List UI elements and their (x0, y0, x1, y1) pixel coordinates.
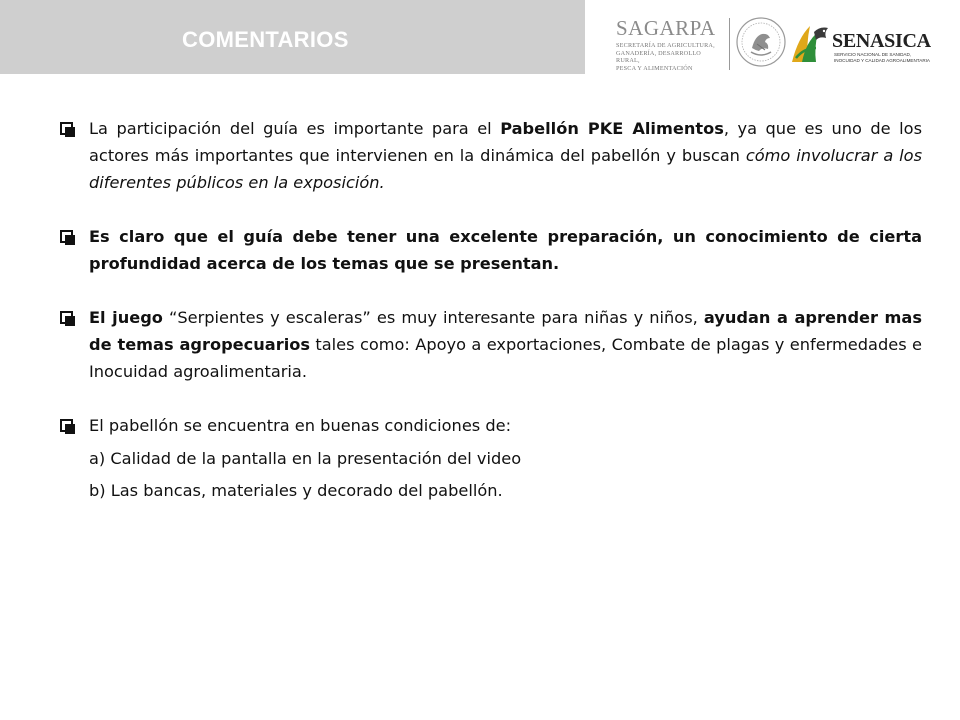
condition-item: a) Calidad de la pantalla en la presentación del video (89, 449, 522, 468)
sagarpa-logo (616, 16, 726, 72)
title-band (0, 0, 585, 74)
comment-text (89, 308, 922, 381)
comment-text (89, 119, 922, 192)
senasica-subtitle-line: INOCUIDAD Y CALIDAD AGROALIMENTARIA (834, 58, 930, 63)
comment-item (60, 223, 922, 277)
checkbox-bullet-icon (60, 122, 73, 135)
sagarpa-name: SAGARPA (616, 16, 716, 40)
text-segment-bold: Pabellón PKE Alimentos (500, 119, 724, 138)
comment-item (60, 115, 922, 196)
condition-item: b) Las bancas, materiales y decorado del pabellón. (89, 481, 503, 500)
page-title: COMENTARIOS (182, 27, 349, 52)
comment-text (89, 416, 511, 435)
mexico-coat-of-arms-icon (735, 14, 787, 70)
comment-item (60, 412, 922, 439)
text-segment-bold: El juego (89, 308, 163, 327)
sagarpa-subtitle-line: SECRETARÍA DE AGRICULTURA, (616, 42, 715, 49)
senasica-emblem-icon (788, 18, 836, 68)
checkbox-bullet-icon (60, 311, 73, 324)
checkbox-bullet-icon (60, 230, 73, 243)
logo-divider (729, 18, 730, 70)
text-segment: El pabellón se encuentra en buenas condiciones de: (89, 416, 512, 435)
text-segment: tales como: Apoyo a exportaciones, Combate de plagas y enfermedades e Inocuidad agroalimentaria. (89, 335, 922, 381)
text-segment: “Serpientes y escaleras” es muy interesante para niñas y niños, (162, 308, 704, 327)
checkbox-bullet-icon (60, 419, 73, 432)
senasica-logo (788, 14, 948, 74)
text-segment-bold: ayudan a aprender mas de temas agropecuarios (89, 308, 922, 354)
sagarpa-subtitle-line: PESCA Y ALIMENTACIÓN (616, 64, 693, 72)
senasica-subtitle-line: SERVICIO NACIONAL DE SANIDAD, (834, 52, 912, 57)
sagarpa-subtitle-line: GANADERÍA, DESARROLLO RURAL, (616, 49, 701, 64)
comment-item (60, 304, 922, 385)
logo-group (600, 10, 950, 74)
senasica-subtitle (834, 52, 944, 64)
text-segment-bold: Es claro que el guía debe tener una excelente preparación, un conocimiento de cierta profundidad acerca de los temas que se presentan. (89, 227, 922, 273)
text-segment-italic: cómo involucrar a los diferentes públicos en la exposición. (89, 146, 923, 192)
senasica-name: SENASICA (832, 30, 931, 52)
comment-text (89, 227, 922, 273)
comment-list (60, 115, 922, 504)
text-segment: La participación del guía es importante para el (89, 119, 501, 138)
text-segment: , ya que es uno de los actores más importantes que intervienen en la dinámica del pabellón y buscan (89, 119, 922, 165)
sagarpa-subtitle (616, 42, 726, 72)
